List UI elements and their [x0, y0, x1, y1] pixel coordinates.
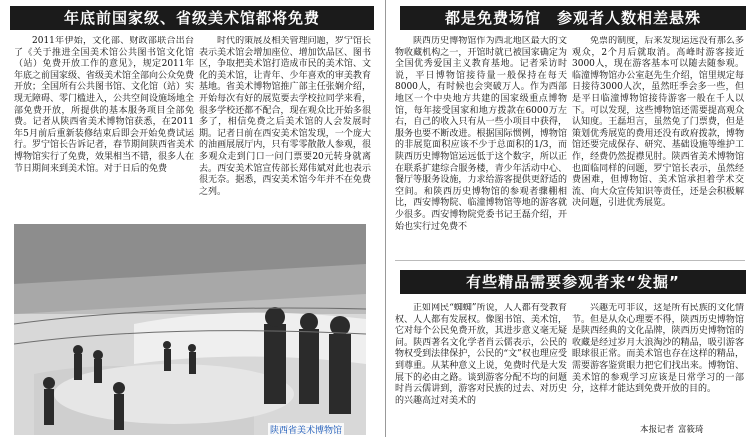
- right-bottom-column-1: [395, 303, 567, 435]
- left-headline: 年底前国家级、省级美术馆都将免费: [10, 6, 374, 30]
- right-top-text-1: 陕西历史博物馆作为西北地区最大的文物收藏机构之一，开馆时就已被国家确定为全国优秀爱国主义教育基地。记者采访时说，平日博物馆接待量一般保持在每天8000人，有时候也会突破万人。作为西部地区一个中央地方共建的国家级重点博物馆，每年接受国家和地方拨款在6000万左右，自己的收入只有从一些小项目中获得，服务也要不断改进。根据国际惯例，博物馆的非展览面积应该不少于总面积的1/3，而陕西历史博物馆运远低于这个数字，所以正在联系扩建综合服务楼，青少年活动中心、餐厅等服务设施，力求给游客提供更舒适的空间。和陕西历史博物馆的参观者骤棚相比，西安博物院、临潼博物馆等地的游客就少很多。西安博物院党委书记王磊介绍，开始也实行过免费不: [395, 36, 567, 232]
- byline-label: 本报记者: [640, 425, 675, 435]
- byline-name: 富筱琦: [678, 425, 704, 435]
- right-top-column-2: [572, 36, 744, 256]
- left-article-column-1: [14, 36, 194, 220]
- left-article-column-2: [199, 36, 371, 220]
- byline: [636, 423, 704, 435]
- right-bottom-text-2: 兴趣无可非议，这是所有民族的文化情节。但是从众心理要不得，陕西历史博物馆是陕西经典的文化品牌，陕西历史博物馆的收藏是经过岁月大浪淘沙的精品，吸引游客眼球很正常。而美术馆也存在这样的精品，需要游客鉴赏眼力把它们找出来。博物馆、美术馆的参观学习应该是日常学习的一部分，这样才能达到免费开放的目的。: [572, 303, 744, 395]
- right-bottom-column-2: [572, 303, 744, 421]
- right-bottom-text-1: 正如网民“蜘蜘”所说，人人都有受教育权、人人都有发展权。像图书馆、美术馆，它对每个公民免费开放，其进步意义毫无疑问。陕西著名文化学者肖云儒表示，公民的物权受到法律保护，公民的“文”权也理应受到尊重。从某种意义上说，免费时代是大发展下的必由之路。谈到游客分配不均的问题时肖云儒讲到，游客对民族的过去、对历史的兴趣高过对美术的: [395, 303, 567, 406]
- section-divider: [395, 260, 745, 261]
- right-top-headline: 都是免费场馆 参观者人数相差悬殊: [400, 6, 746, 30]
- museum-interior-image: [14, 224, 366, 435]
- left-article-text-2: 时代的策展及相关管理问题，罗宁馆长表示美术馆会增加座位、增加饮品区、图书区，争取把美术馆打造成市民的美术馆、文化的美术馆，让青年、少年喜欢的审美教育基地。省美术博物馆推广部主任张娴介绍，开始每次有好的展览要去学校拉同学来看，很多学校还都不配合，现在观众比开始多很多了，相信免费之后美术馆的人会发展时期。记者日前在西安美术馆发现，一个庞大的油画展展厅内，只有零零散散人参观，很多观众走到门口一问门票要20元转身就离去。西安美术馆宣传部长郑伟斌对此也表示很无奈。据悉，西安美术馆今年并不在免费之列。: [199, 36, 371, 197]
- right-top-text-2: 免票的制度，后来发现运远没有那么多观众，2个月后就取消。高峰时游客接近3000人，现在游客基本可以随去随参观。临潼博物馆办公室赵先生介绍，馆里规定每日接待3000人次，虽然旺季会多一些，但是平日临潼博物馆接待游客一般在千人以下。可以发现，这些博物馆还需要提高观众认知度。王磊坦言，虽然免了门票费，但是策划优秀展览的费用还没有政府拨款，博物馆还要完成保存、研究、基础设施等维护工作，经费仍然捉襟见肘。陕西省美术博物馆也面临同样的问题，罗宁馆长表示，虽然经费困难，但博物馆、美术馆承担着学术交流、向大众宣传知识等责任，还是会积极解决问题，引进优秀展览。: [572, 36, 744, 209]
- museum-photo: [14, 224, 366, 435]
- left-article-text-1: 2011年伊始，文化部、财政部联合出台了《关于推进全国美术馆公共图书馆文化馆（站）免费开放工作的意见》，规定2011年年底之前国家级、省级美术馆全部向公众免费开放；全国所有公共图书馆、文化馆（站）实现无障碍、零门槛进入，公共空间设施场地全部免费开放，所提供的基本服务项目全部免费。记者从陕西省美术博物馆获悉，在2011年5月前后重新装修结束后即会开始免费试运行。罗宁馆长告诉记者，春节期间陕西省美术博物馆实行了免费，效果相当不错，很多人在节日期间来到美术馆。对于日后的免费: [14, 36, 194, 174]
- right-bottom-headline: 有些精品需要参观者来“发掘”: [400, 270, 746, 294]
- column-divider: [385, 0, 386, 437]
- photo-caption: 陕西省美术博物馆: [268, 423, 344, 436]
- right-top-column-1: [395, 36, 567, 256]
